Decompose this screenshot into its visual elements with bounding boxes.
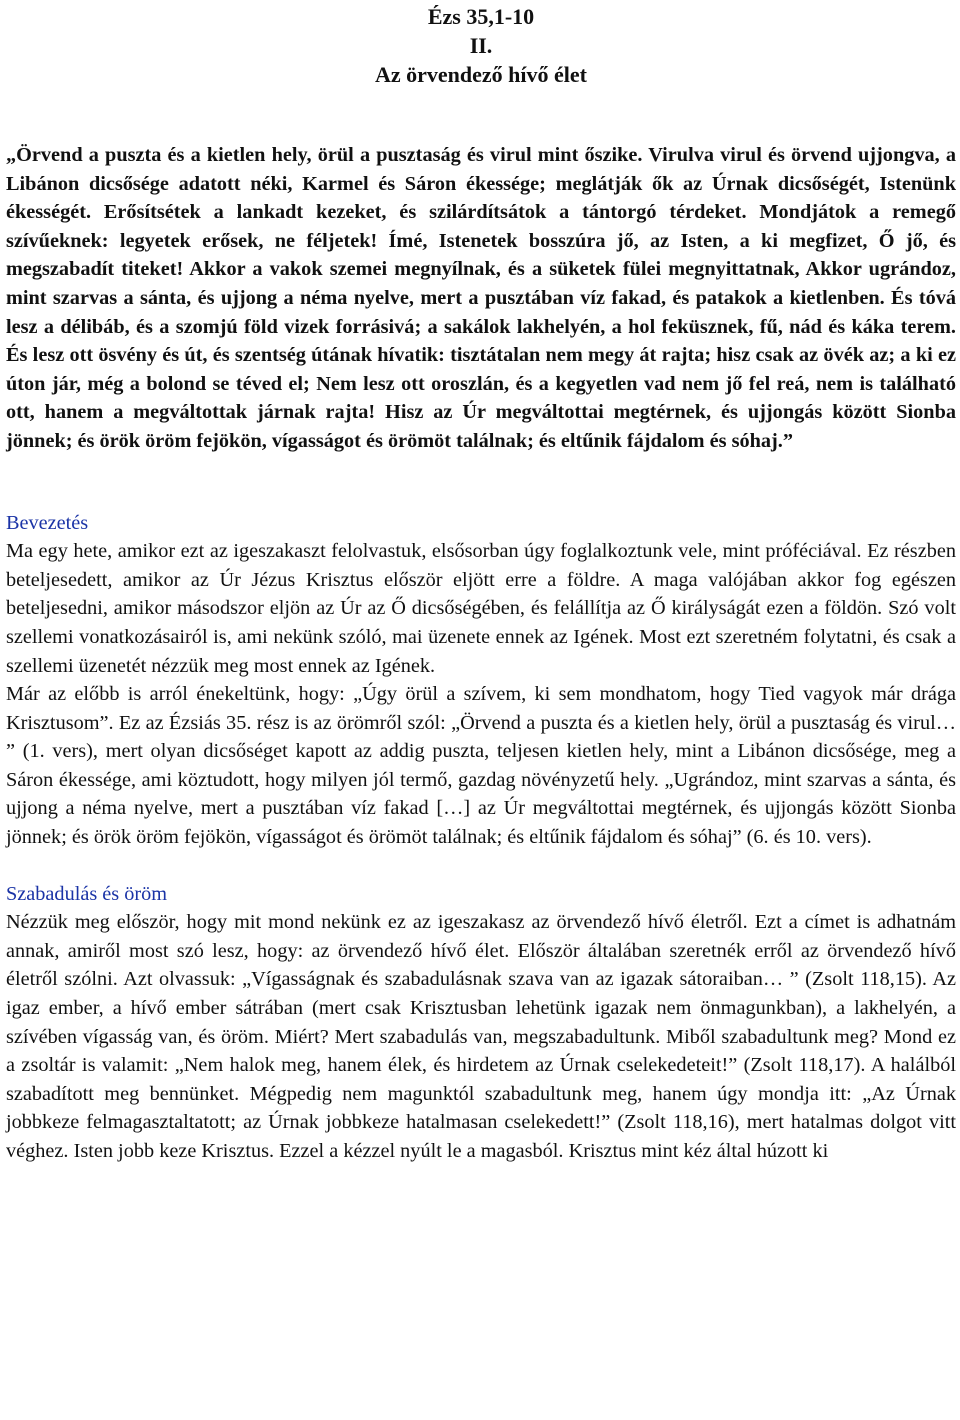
title-part-number: II. — [469, 33, 493, 58]
section-liberation-and-joy — [6, 880, 956, 1166]
title-main: Az örvendező hívő élet — [375, 62, 587, 87]
paragraph: Már az előbb is arról énekeltünk, hogy: „Úgy örül a szívem, ki sem mondhatom, hogy Tied vagyok már drága Krisztusom”. Ez az Ézsiás 35. rész is az örömről szól: „Örvend a puszta és a kietlen hely, örül a pusztaság és virul… ” (1. vers), mert olyan dicsőséget kapott az addig puszta, teljesen kietlen hely, mint a Libánon dicsősége, meg a Sáron ékessége, ami köztudott, hogy milyen jól termő, gazdag növényzetű hely. „Ugrándoz, mint szarvas a sánta, és ujjong a néma nyelve, mert a pusztában víz fakad […] az Úr megváltottai megtérnek, és ujjongás között Sionba jönnek; és örök öröm fejökön, vígasságot és örömöt találnak; és eltűnik fájdalom és sóhaj” (6. és 10. vers). — [6, 683, 956, 849]
section-heading-liberation-and-joy: Szabadulás és öröm — [6, 882, 168, 905]
title-reference: Ézs 35,1-10 — [427, 4, 535, 29]
title-block — [6, 0, 956, 89]
document-page — [6, 0, 956, 1166]
scripture-quote: „Örvend a puszta és a kietlen hely, örül a pusztaság és virul mint őszike. Virulva virul és örvend ujjongva, a Libánon dicsősége adatott néki, Karmel és Sáron ékessége; meglátják ők az Úrnak dicsőségét, Istenünk ékességét. Erősítsétek a lankadt kezeket, és szilárdítsátok a tántorgó térdeket. Mondjátok a remegő szívűeknek: legyetek erősek, ne féljetek! Ímé, Istenetek bosszúra jő, az Isten, a ki megfizet, Ő jő, és megszabadít titeket! Akkor a vakok szemei megnyílnak, és a süketek fülei megnyittatnak, Akkor ugrándoz, mint szarvas a sánta, és ujjong a néma nyelve, mert a pusztában víz fakad, és patakok a kietlenben. És tóvá lesz a délibáb, és a szomjú föld vizek forrásivá; a sakálok lakhelyén, a hol feküsznek, fű, nád és káka terem. És lesz ott ösvény és út, és szentség útának hívatik: tisztátalan nem megy át rajta; hisz csak az övék az; a ki ez úton jár, még a bolond se téved el; Nem lesz ott oroszlán, és a kegyetlen vad nem jő fel reá, nem is található ott, hanem a megváltottak járnak rajta! Hisz az Úr megváltottai megtérnek, és ujjongás között Sionba jönnek; és örök öröm fejökön, vígasságot és örömöt találnak; és eltűnik fájdalom és sóhaj.” — [6, 144, 956, 452]
paragraph: Nézzük meg először, hogy mit mond nekünk ez az igeszakasz az örvendező hívő életről. Ezt a címet is adhatnám annak, amiről most szó lesz, hogy: az örvendező hívő élet. Először általában szeretnék erről az örvendező hívő életről szólni. Azt olvassuk: „Vígasságnak és szabadulásnak szava van az igazak sátoraiban… ” (Zsolt 118,15). Az igaz ember, a hívő ember sátrában (mert csak Krisztusban lehetünk igazak nem önmagunkban), a lakhelyén, a szívében vígasság van, és öröm. Miért? Mert szabadulás van, megszabadultunk. Miből szabadultunk meg? Mond ez a zsoltár is valamit: „Nem halok meg, hanem élek, és hirdetem az Úrnak cselekedeteit!” (Zsolt 118,17). A halálból szabadított meg bennünket. Mégpedig nem magunktól szabadultunk meg, hanem úgy mondja itt: „Az Úrnak jobbkeze felmagasztaltatott; az Úrnak jobbkeze hatalmasan cselekedett!” (Zsolt 118,16), mert hatalmas dolgot vitt véghez. Isten jobb keze Krisztus. Ezzel a kézzel nyúlt le a magasból. Krisztus mint kéz által húzott ki — [6, 911, 956, 1162]
paragraph: Ma egy hete, amikor ezt az igeszakaszt felolvastuk, elsősorban úgy foglalkoztunk vele, mint próféciával. Ez részben beteljesedett, amikor az Úr Jézus Krisztus először eljött erre a földre. A maga valójában akkor fog egészen beteljesedni, amikor másodszor eljön az Úr az Ő dicsőségében, és felállítja az Ő királyságát ezen a földön. Szó volt szellemi vonatkozásairól is, ami nekünk szóló, mai üzenete ennek az Igének. Most ezt szeretném folytatni, és csak a szellemi üzenetét nézzük meg most ennek az Igének. — [6, 540, 956, 677]
section-introduction — [6, 509, 956, 852]
section-heading-introduction: Bevezetés — [6, 511, 89, 534]
